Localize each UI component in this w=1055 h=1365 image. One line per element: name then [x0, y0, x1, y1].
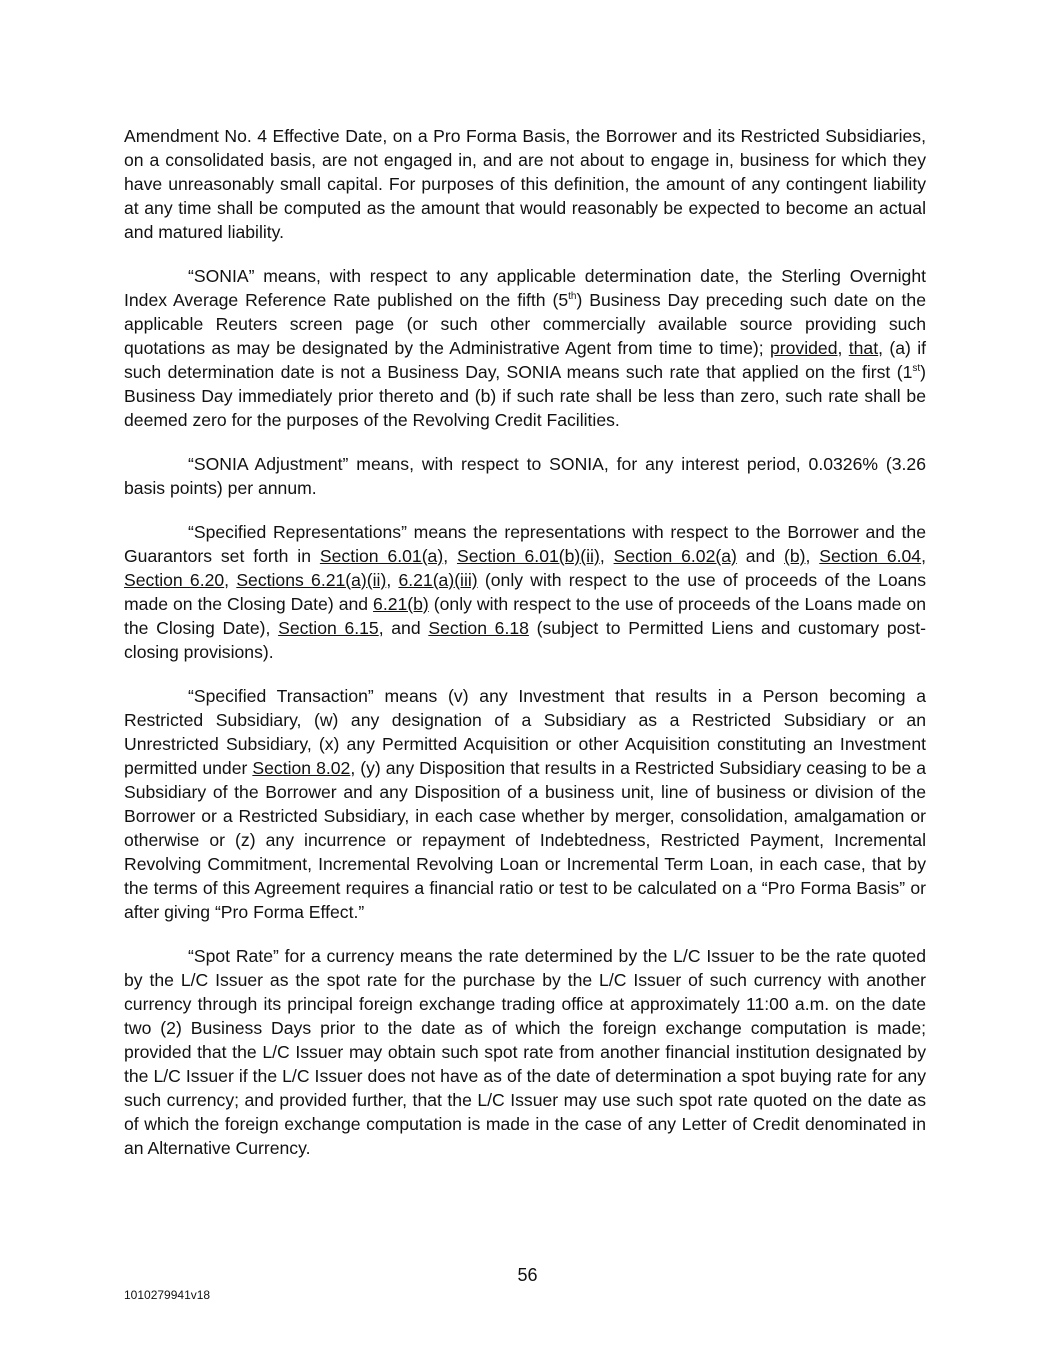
text-run: ,	[837, 338, 849, 358]
text-run: ,	[921, 546, 926, 566]
document-body	[124, 124, 926, 1180]
text-run: (only with respect to the use of proceeds of the Loans made on the Closing Date),	[124, 594, 926, 638]
section-reference: Section 6.01(b)(ii)	[456, 546, 600, 566]
definition-sonia	[124, 264, 926, 432]
definition-sonia-adjustment	[124, 452, 926, 500]
section-reference: Section 6.04	[819, 546, 922, 566]
section-reference: 6.21(b)	[373, 594, 429, 614]
section-reference: Section 6.18	[428, 618, 529, 638]
text-run: ,	[443, 546, 457, 566]
paragraph-text: Amendment No. 4 Effective Date, on a Pro Forma Basis, the Borrower and its Restricted Subsidiaries, on a consolidated basis, are not engaged in, and are not about to engage in, business for which they have unreasonably small capital. For purposes of this definition, the amount of any contingent liability at any time shall be computed as the amount that would reasonably be expected to become an actual and matured liability.	[124, 126, 926, 242]
section-reference: (b)	[784, 546, 806, 566]
section-reference: Section 6.15	[278, 618, 379, 638]
section-reference: Section 6.01(a)	[319, 546, 444, 566]
section-reference: Sections 6.21(a)(ii)	[236, 570, 387, 590]
text-run: ,	[386, 570, 399, 590]
text-run: , (a) if such determination date is not a Business Day, SONIA means such rate that applied on the first (1	[124, 338, 926, 382]
text-run: and	[736, 546, 784, 566]
text-run: “SONIA” means, with respect to any applicable determination date, the Sterling Overnight Index Average Reference Rate published on the fifth (5	[124, 266, 926, 310]
text-run: ,	[224, 570, 237, 590]
paragraph-solvency-continued	[124, 124, 926, 244]
paragraph-text: “Spot Rate” for a currency means the rate determined by the L/C Issuer to be the rate quoted by the L/C Issuer as the spot rate for the purchase by the L/C Issuer of such currency with another currency through its principal foreign exchange trading office at approximately 11:00 a.m. on the date two (2) Business Days prior to the date as of which the foreign exchange computation is made; provided that the L/C Issuer may obtain such spot rate from another financial institution designated by the L/C Issuer if the L/C Issuer does not have as of the date of determination a spot buying rate for any such currency; and provided further, that the L/C Issuer may use such spot rate quoted on the date as of which the foreign exchange computation is made in the case of any Letter of Credit denominated in an Alternative Currency.	[124, 946, 926, 1158]
text-run: , (y) any Disposition that results in a Restricted Subsidiary ceasing to be a Subsidiary of the Borrower and any Disposition of a business unit, line of business or division of the Borrower or a Restricted Subsidiary, in each case whether by merger, consolidation, amalgamation or otherwise or (z) any incurrence or repayment of Indebtedness, Restricted Payment, Incremental Revolving Commitment, Incremental Revolving Loan or Incremental Term Loan, in each case, that by the terms of this Agreement requires a financial ratio or test to be calculated on a “Pro Forma Basis” or after giving “Pro Forma Effect.”	[124, 758, 926, 922]
underlined-term: provided	[769, 338, 838, 358]
page-number: 56	[517, 1265, 538, 1285]
section-reference: Section 8.02	[252, 758, 351, 778]
text-run: ) Business Day preceding such date on the applicable Reuters screen page (or such other commercially available source providing such quotations as may be designated by the Administrative Agent from time to time);	[124, 290, 926, 358]
definition-specified-transaction	[124, 684, 926, 924]
text-run: ,	[805, 546, 820, 566]
text-run: (subject to Permitted Liens and customary post-closing provisions).	[124, 618, 926, 662]
definition-specified-representations	[124, 520, 926, 664]
section-reference: Section 6.02(a)	[613, 546, 737, 566]
paragraph-text: “SONIA Adjustment” means, with respect to SONIA, for any interest period, 0.0326% (3.26 basis points) per annum.	[124, 454, 926, 498]
superscript: st	[912, 363, 921, 375]
text-run: “Specified Representations” means the representations with respect to the Borrower and the Guarantors set forth in	[124, 522, 926, 566]
underlined-term: that	[848, 338, 879, 358]
definition-spot-rate	[124, 944, 926, 1160]
superscript: th	[568, 291, 577, 303]
section-reference: Section 6.20	[124, 570, 225, 590]
text-run: (only with respect to the use of proceeds of the Loans made on the Closing Date) and	[124, 570, 927, 614]
text-run: ) Business Day immediately prior thereto and (b) if such rate shall be less than zero, such rate shall be deemed zero for the purposes of the Revolving Credit Facilities.	[124, 362, 926, 430]
text-run: “Specified Transaction” means (v) any Investment that results in a Person becoming a Restricted Subsidiary, (w) any designation of a Subsidiary as a Restricted Subsidiary or an Unrestricted Subsidiary, (x) any Permitted Acquisition or other Acquisition constituting an Investment permitted under	[124, 686, 926, 778]
section-reference: 6.21(a)(iii)	[398, 570, 478, 590]
text-run: , and	[378, 618, 429, 638]
text-run: ,	[599, 546, 614, 566]
document-id: 1010279941v18	[124, 1288, 211, 1302]
